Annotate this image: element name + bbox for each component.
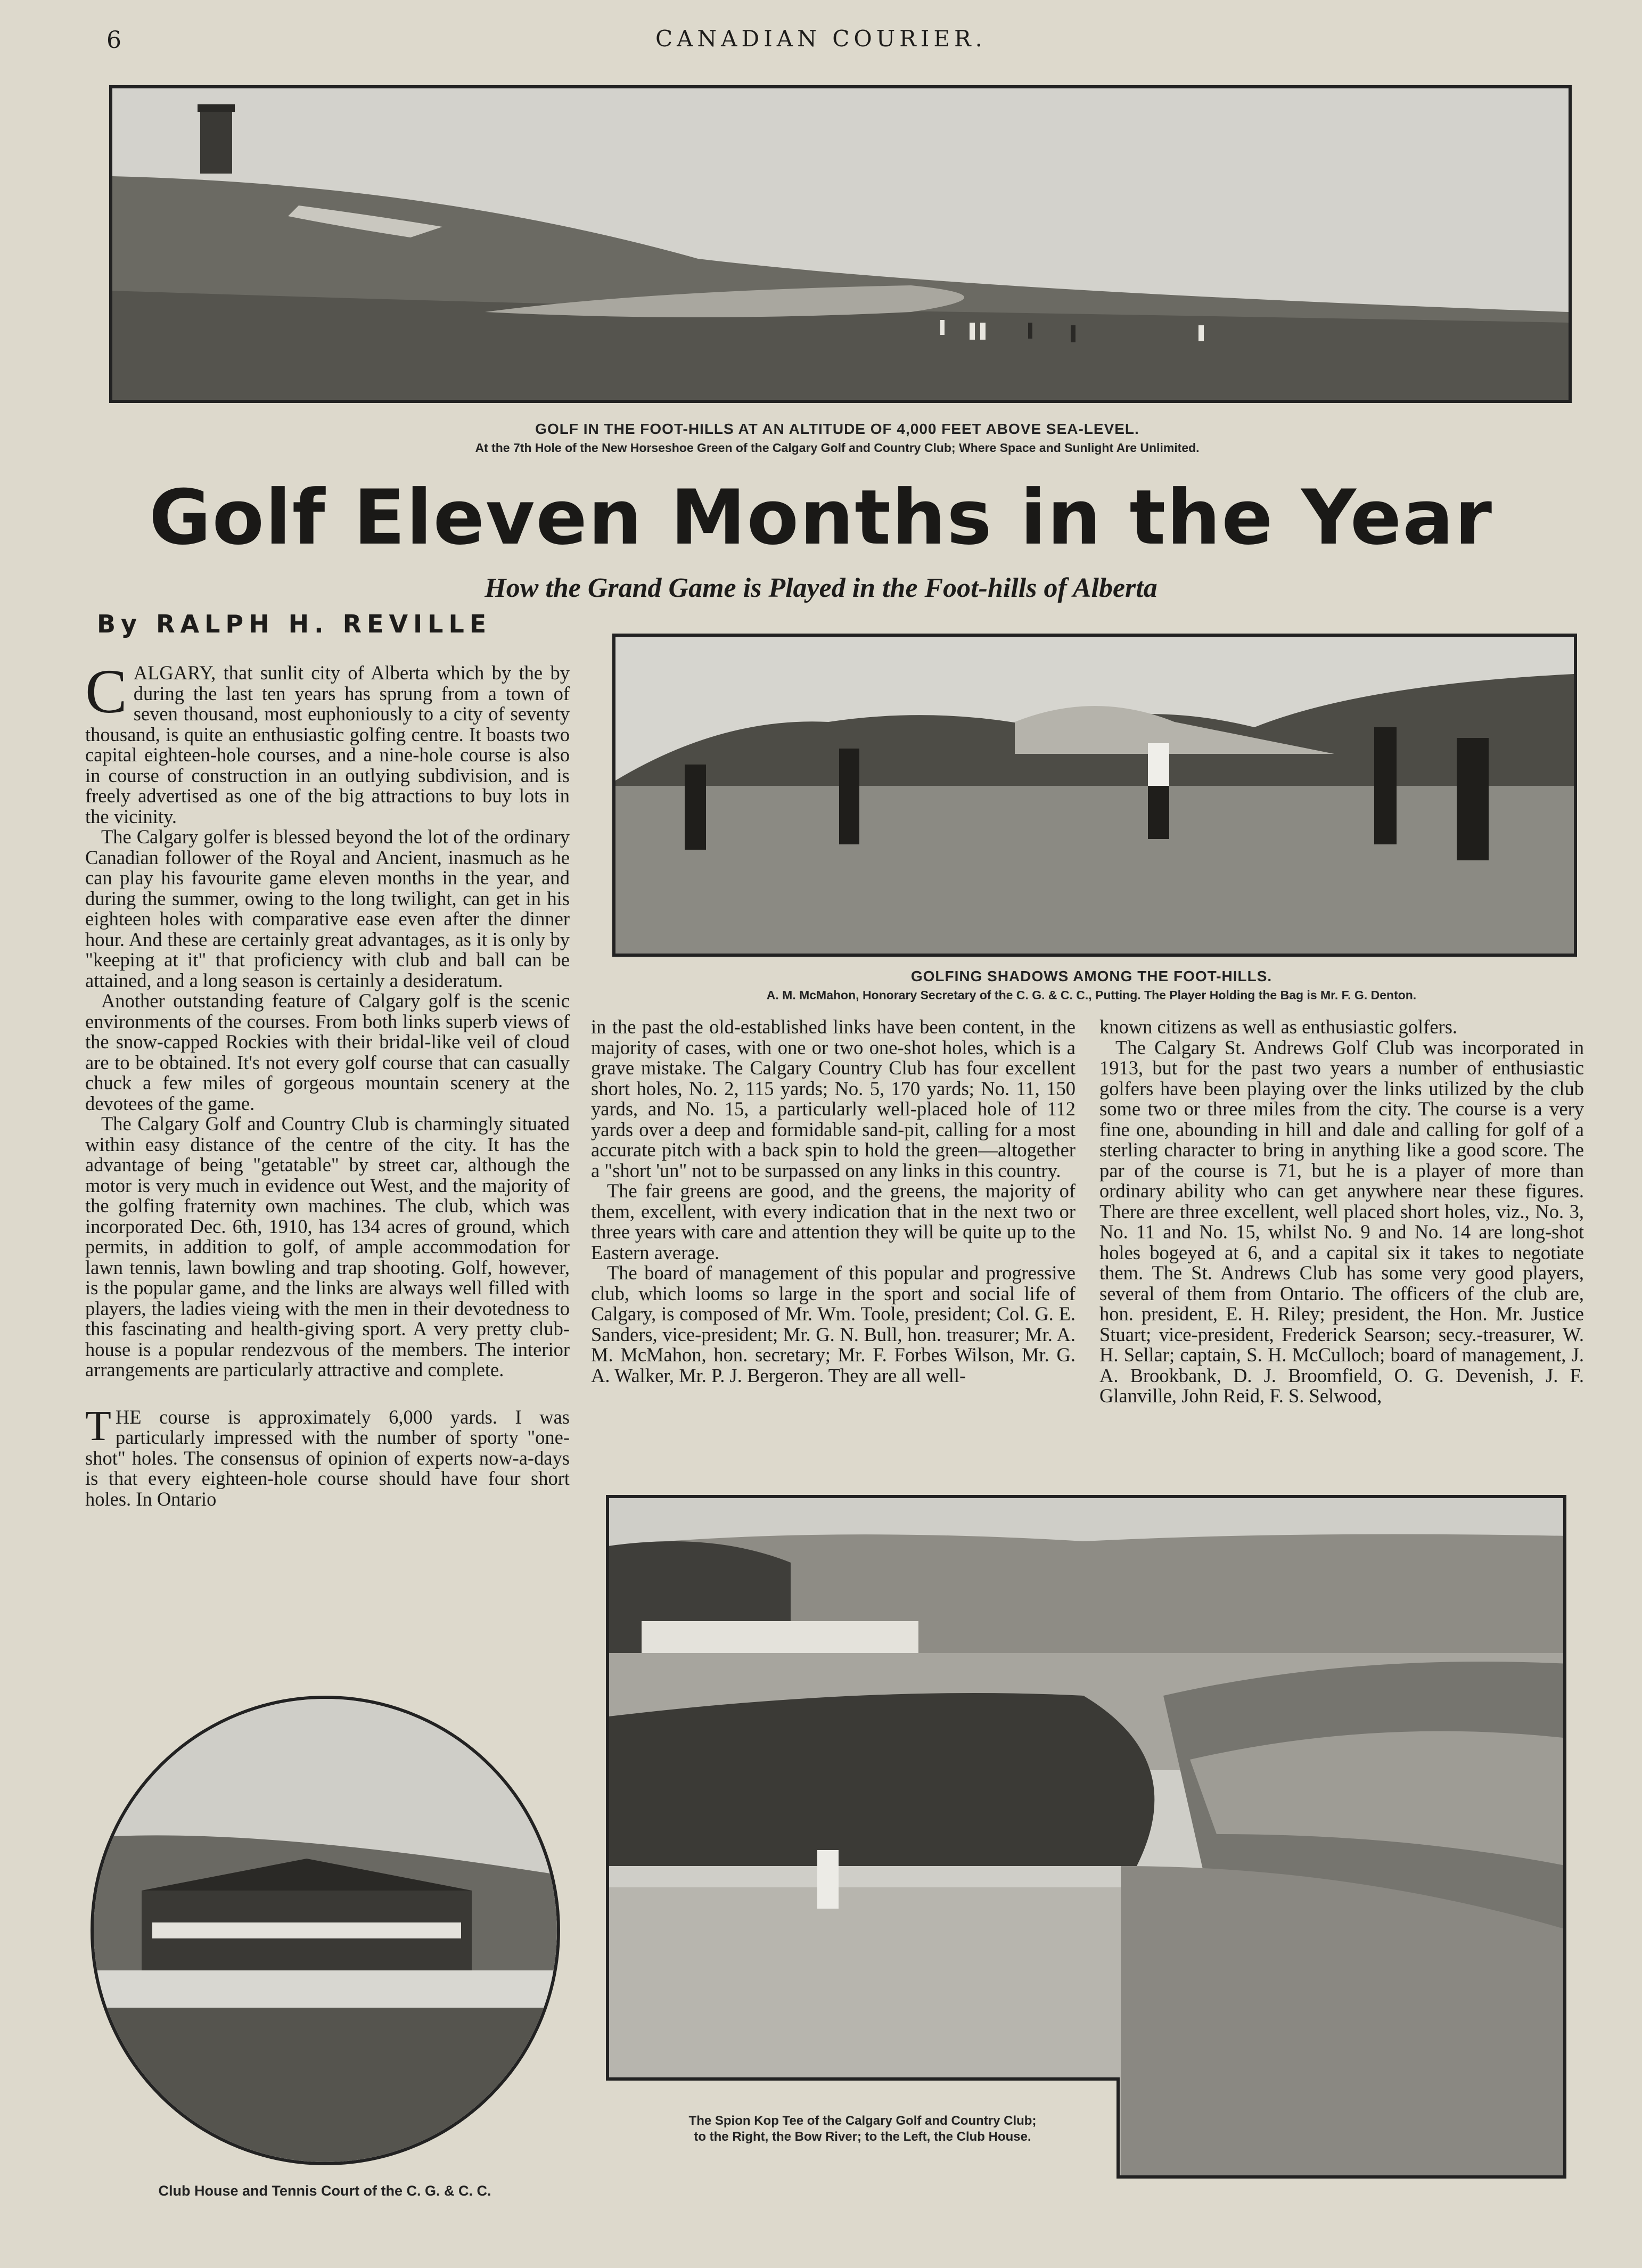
article-byline: By RALPH H. REVILLE [97,610,492,638]
golfers-photo-caption-title: GOLFING SHADOWS AMONG THE FOOT-HILLS. [910,968,1272,984]
drop-cap: C [85,656,127,726]
paragraph: The fair greens are good, and the greens, the majority of them, excellent, with every indication that in the next two or three years with care and attention they will be quite up to the Eastern average. [591,1180,1075,1263]
golfers-photo-caption-text: A. M. McMahon, Honorary Secretary of the C. G. & C. C., Putting. The Player Holding the Bag is Mr. F. G. Denton. [766,988,1417,1002]
paragraph: THE course is approximately 6,000 yards. I was particularly impressed with the number of sporty "one-shot" holes. The consensus of opinion of experts now-a-days is that every eighteen-hole course should have four short holes. In Ontario [85,1402,570,1510]
paragraph: Another outstanding feature of Calgary golf is the scenic environments of the courses. From both links superb views of the snow-capped Rockies with their bridal-like veil of cloud are to be obtained. It's not every golf course that can casually chuck a few miles of gorgeous mountain scenery at the devotees of the game. [85,990,570,1114]
paragraph: in the past the old-established links have been content, in the majority of cases, with one or two one-shot holes, which is a grave mistake. The Calgary Country Club has four excellent short holes, No. 2, 115 yards; No. 5, 170 yards; No. 11, 150 yards, and No. 15, a particularly well-placed hole of 112 yards over a deep and formidable sand-pit, calling for a most accurate pitch with a back spin to hold the green—altogether a "short 'un" not to be surpassed on any links in this country. [591,1016,1075,1181]
clubhouse-circular-photo [91,1696,560,2165]
article-column-1 [85,656,570,1510]
spion-kop-photo [604,1493,1568,2180]
golfers-photo [612,634,1577,957]
top-golf-photo [109,85,1572,403]
spion-kop-caption-line2: to the Right, the Bow River; to the Left, the Club House. [694,2130,1031,2144]
top-photo-caption-text: At the 7th Hole of the New Horseshoe Green of the Calgary Golf and Country Club; Where Space and Sunlight Are Unlimited. [475,441,1200,455]
drop-cap: T [85,1402,111,1450]
article-column-3 [1099,1017,1584,1407]
top-photo-caption-title: GOLF IN THE FOOT-HILLS AT AN ALTITUDE OF 4,000 FEET ABOVE SEA-LEVEL. [535,421,1139,437]
paragraph: CALGARY, that sunlit city of Alberta which by the by during the last ten years has sprung from a town of seven thousand, most euphoniously to a city of seventy thousand, is quite an enthusiastic golfing centre. It boasts two capital eighteen-hole courses, and a nine-hole course is also in course of construction in an outlying subdivision, and is freely advertised as one of the big attractions to buy lots in the vicinity. [85,656,570,827]
paragraph: The Calgary Golf and Country Club is charmingly situated within easy distance of the centre of the city. It has the advantage of being "getatable" by street car, although the motor is very much in evidence out West, and the majority of the golfing fraternity own machines. The club, which was incorporated Dec. 6th, 1910, has 134 acres of ground, which permits, in addition to golf, of ample accommodation for lawn tennis, lawn bowling and trap shooting. Golf, however, is the popular game, and the links are always well filled with players, the ladies vieing with the men in their devotedness to this fascinating and health-giving sport. A very pretty club-house is a popular rendezvous of the members. The interior arrangements are particularly attractive and complete. [85,1113,570,1380]
paragraph: The Calgary golfer is blessed beyond the lot of the ordinary Canadian follower of the Royal and Ancient, inasmuch as he can play his favourite game eleven months in the year, and during the summer, owing to the long twilight, can get in his eighteen holes with comparative ease even after the dinner hour. And these are certainly great advantages, as it is only by "keeping at it" that proficiency with club and ball can be attained, and a long season is certainly a desideratum. [85,826,570,991]
article-column-2 [591,1017,1075,1386]
spion-kop-caption-line1: The Spion Kop Tee of the Calgary Golf and Country Club; [688,2114,1037,2128]
paragraph: The Calgary St. Andrews Golf Club was incorporated in 1913, but for the past two years a number of enthusiastic golfers have been playing over the links utilized by the club some two or three miles from the city. The course is a very fine one, abounding in hill and dale and calling for golf of a sterling character to bring in anything like a good score. The par of the course is 71, but he is a player of more than ordinary ability who can get anywhere near these figures. There are three excellent, well placed short holes, viz., No. 3, No. 11 and No. 15, whilst No. 9 and No. 14 are long-shot holes bogeyed at 6, and a capital six it takes to negotiate them. The St. Andrews Club has some very good players, several of them from Ontario. The officers of the club are, hon. president, E. H. Riley; president, the Hon. Mr. Justice Stuart; vice-president, Frederick Searson; secy.-treasurer, W. H. Sellar; captain, S. H. McCulloch; board of management, J. A. Brookbank, D. J. Broomfield, O. G. Devenish, J. F. Glanville, John Reid, F. S. Selwood, [1099,1036,1584,1407]
paragraph: known citizens as well as enthusiastic golfers. [1099,1016,1458,1038]
clubhouse-photo-caption: Club House and Tennis Court of the C. G. & C. C. [158,2183,491,2199]
publication-title: CANADIAN COURIER. [655,26,987,52]
article-subtitle: How the Grand Game is Played in the Foot-hills of Alberta [485,573,1157,603]
article-title: Golf Eleven Months in the Year [149,474,1493,562]
page-number: 6 [106,27,121,54]
paragraph: The board of management of this popular and progressive club, which looms so large in the sport and social life of Calgary, is composed of Mr. Wm. Toole, president; Col. G. E. Sanders, vice-president; Mr. G. N. Bull, hon. treasurer; Mr. A. M. McMahon, hon. secretary; Mr. F. Forbes Wilson, Mr. G. A. Walker, Mr. P. J. Bergeron. They are all well- [591,1262,1075,1386]
